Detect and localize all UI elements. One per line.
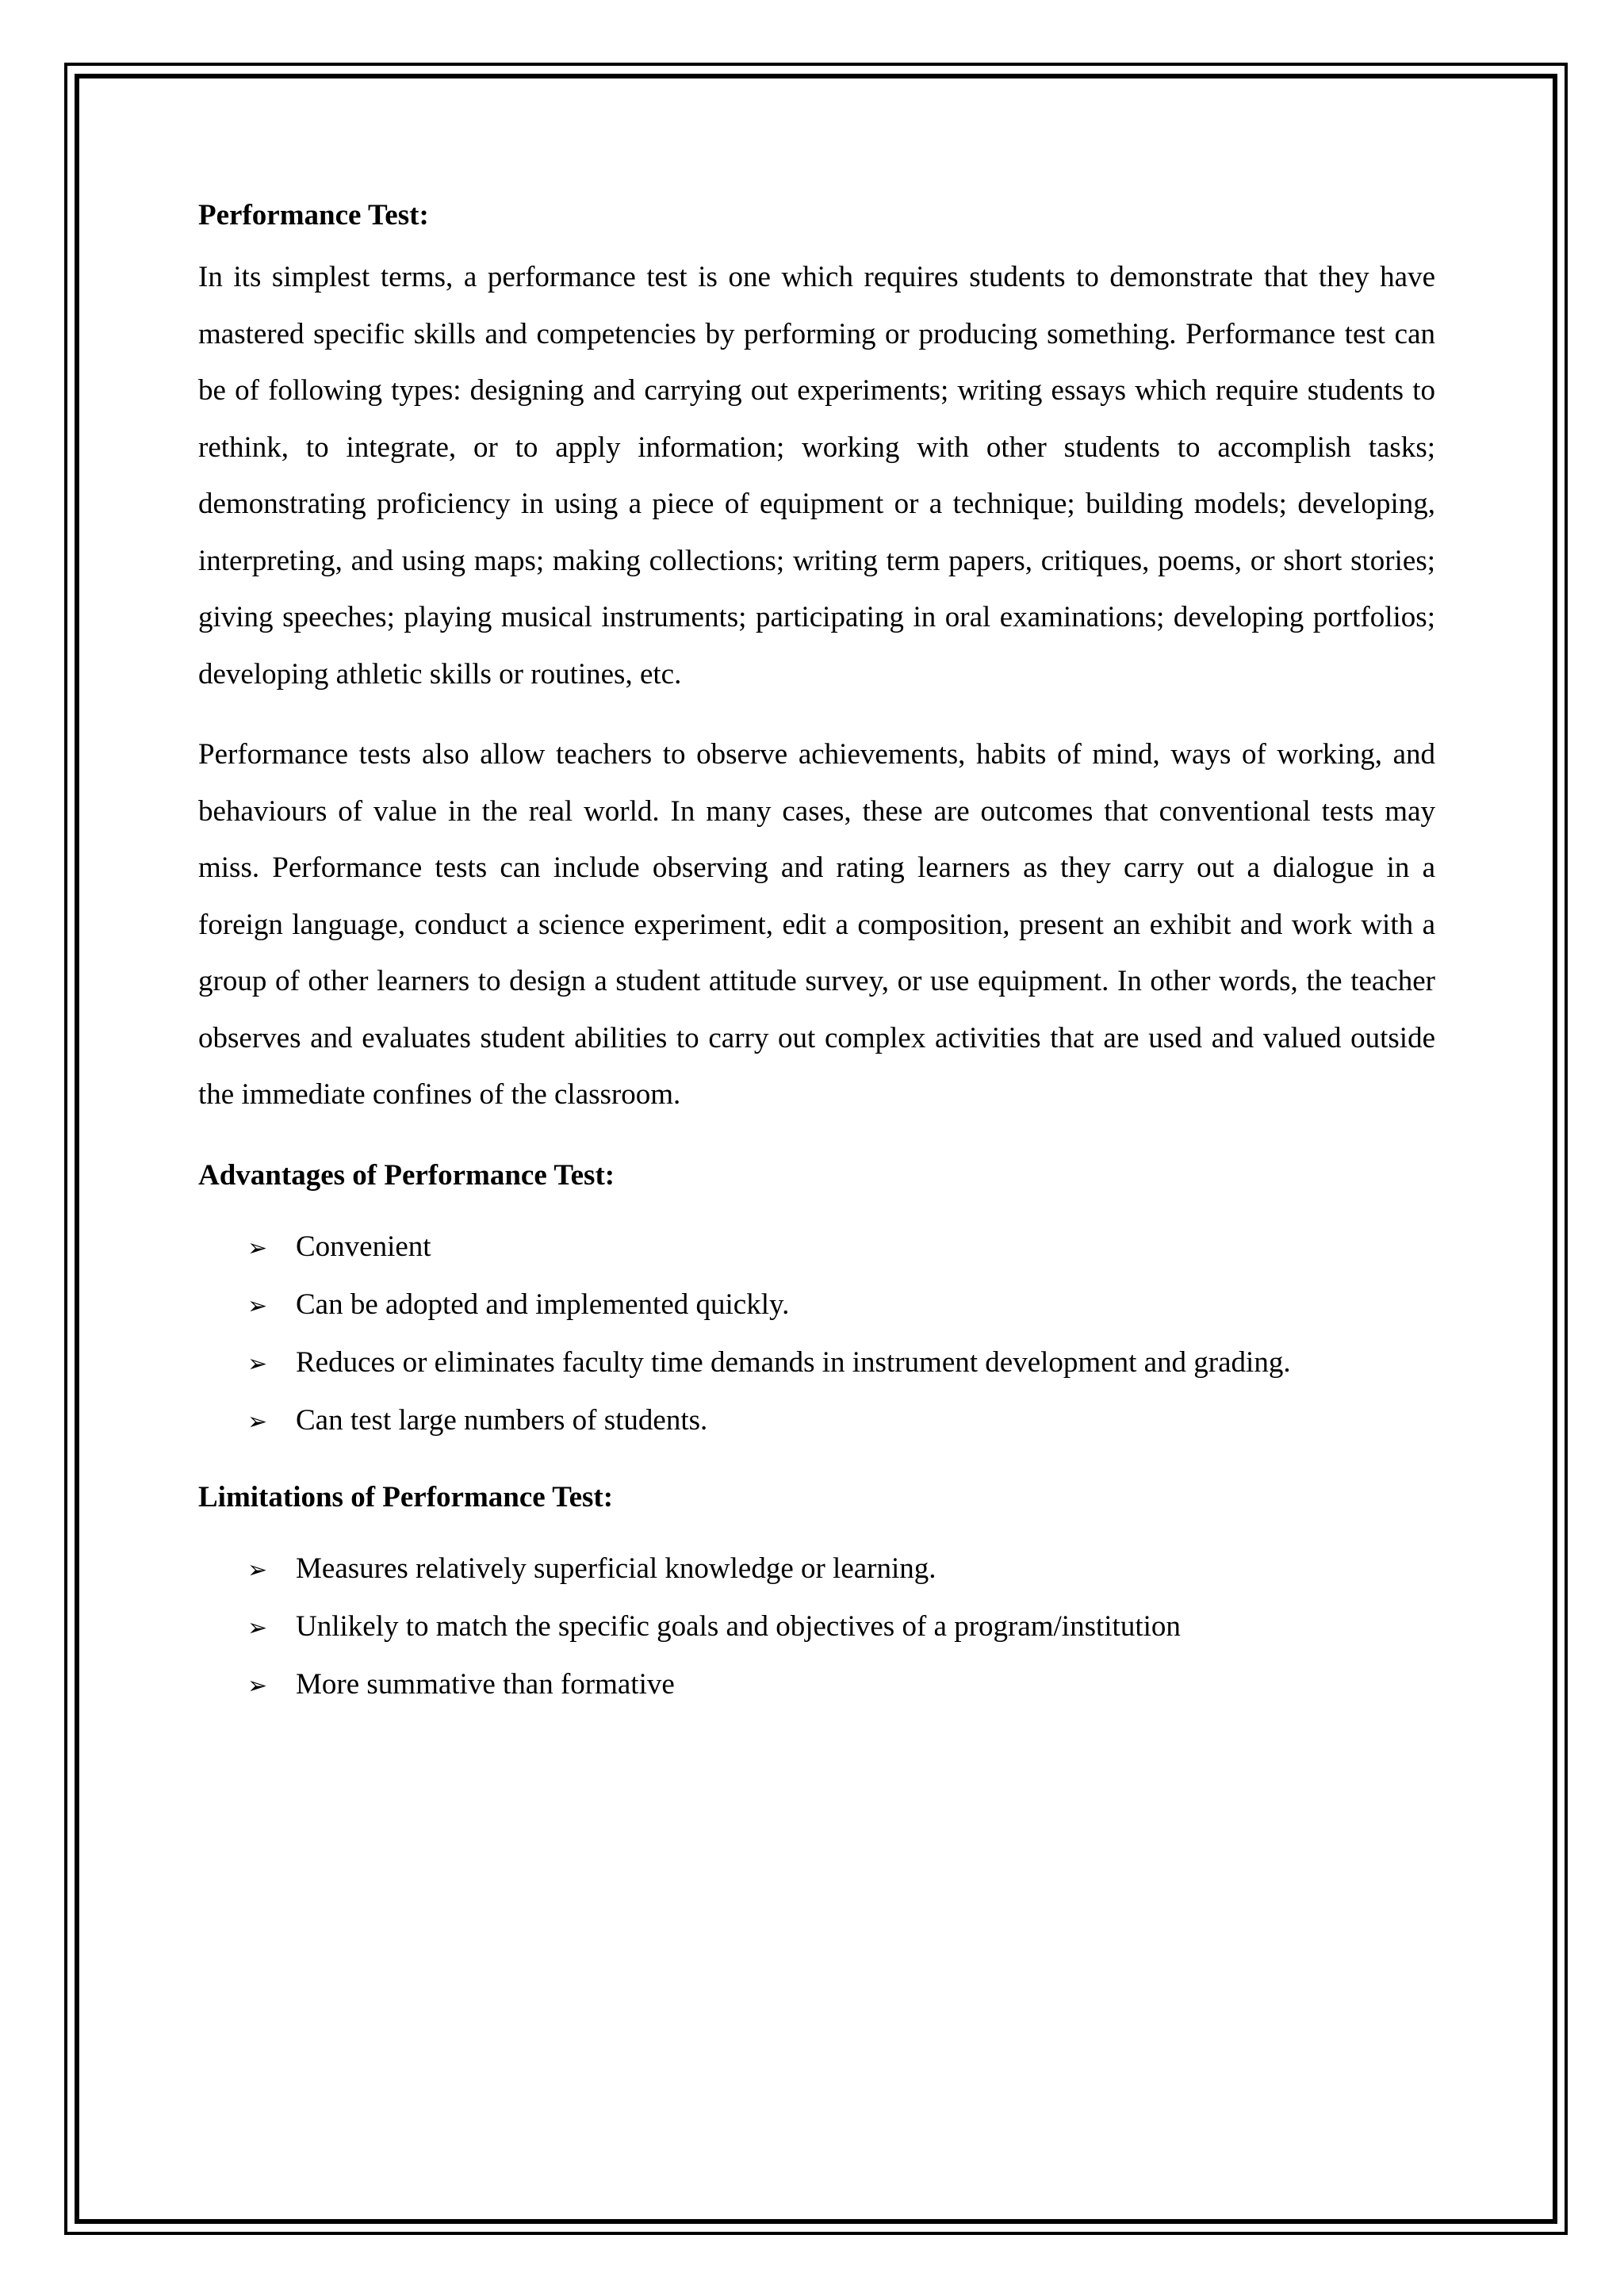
section-heading-limitations: Limitations of Performance Test:: [198, 1480, 614, 1513]
limitations-list: [198, 1540, 1435, 1714]
paragraph-definition: In its simplest terms, a performance test is one which requires students to demonstrate that they have mastered specific skills and competencies by performing or producing something. Performance test can be of following types: designing and carrying out experiments; writing essays which require students to rethink, to integrate, or to apply information; working with other students to accomplish tasks; demonstrating proficiency in using a piece of equipment or a technique; building models; developing, interpreting, and using maps; making collections; writing term papers, critiques, poems, or short stories; giving speeches; playing musical instruments; participating in oral examinations; developing portfolios; developing athletic skills or routines, etc.: [198, 261, 1435, 691]
list-item-text: Can be adopted and implemented quickly.: [296, 1288, 790, 1321]
list-item-text: Reduces or eliminates faculty time demands in instrument development and grading.: [296, 1345, 1291, 1379]
arrowhead-bullet-icon: ➢: [247, 1234, 268, 1261]
paragraph-observation: Performance tests also allow teachers to observe achievements, habits of mind, ways of working, and behaviours of value in the real world. In many cases, these are outcomes that conventional tests may miss. Performance tests can include observing and rating learners as they carry out a dialogue in a foreign language, conduct a science experiment, edit a composition, present an exhibit and work with a group of other learners to design a student attitude survey, or use equipment. In other words, the teacher observes and evaluates student abilities to carry out complex activities that are used and valued outside the immediate confines of the classroom.: [198, 738, 1435, 1111]
list-item-text: Convenient: [296, 1230, 431, 1263]
list-item-text: More summative than formative: [296, 1667, 675, 1701]
list-item-text: Can test large numbers of students.: [296, 1403, 708, 1437]
arrowhead-bullet-icon: ➢: [247, 1556, 268, 1583]
arrowhead-bullet-icon: ➢: [247, 1350, 268, 1377]
arrowhead-bullet-icon: ➢: [247, 1672, 268, 1699]
section-heading-advantages: Advantages of Performance Test:: [198, 1158, 615, 1192]
arrowhead-bullet-icon: ➢: [247, 1292, 268, 1319]
list-item: [198, 1598, 1435, 1656]
list-item: [198, 1392, 1435, 1450]
list-item: [198, 1276, 1435, 1334]
document-body: [198, 187, 1435, 1733]
arrowhead-bullet-icon: ➢: [247, 1408, 268, 1435]
section-heading-performance-test: Performance Test:: [198, 199, 429, 232]
list-item: [198, 1219, 1435, 1276]
list-item-text: Measures relatively superficial knowledge or learning.: [296, 1552, 936, 1585]
list-item: [198, 1334, 1435, 1392]
arrowhead-bullet-icon: ➢: [247, 1614, 268, 1641]
list-item: [198, 1656, 1435, 1714]
list-item-text: Unlikely to match the specific goals and objectives of a program/institution: [296, 1609, 1181, 1643]
list-item: [198, 1540, 1435, 1598]
advantages-list: [198, 1219, 1435, 1450]
